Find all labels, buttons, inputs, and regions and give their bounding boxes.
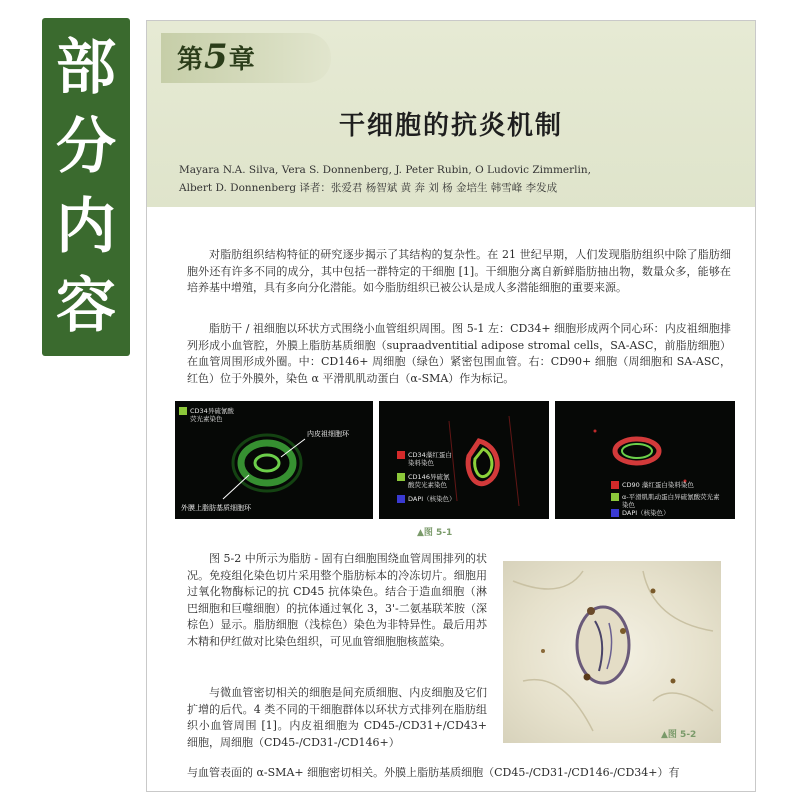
figure-5-2 <box>503 561 721 743</box>
legend-item <box>397 495 468 503</box>
legend-item <box>611 493 722 509</box>
chapter-title: 干细胞的抗炎机制 <box>338 111 563 141</box>
legend-swatch <box>611 493 619 501</box>
badge-char: 内 <box>56 191 116 262</box>
chapter-number: 5 <box>204 37 229 77</box>
legend-swatch <box>179 407 187 415</box>
legend-label: DAPI（核染色） <box>408 495 456 503</box>
authors-line: Mayara N.A. Silva, Vera S. Donnenberg, J. Peter Rubin, O Ludovic Zimmerlin, <box>179 164 591 176</box>
authors <box>179 161 731 197</box>
paragraph-2: 脂肪干 / 祖细胞以环状方式围绕小血管组织周围。图 5-1 左：CD34+ 细胞形成两个同心环：内皮祖细胞排列形成小血管腔，外膜上脂肪基质细胞（supraadventitial adipose stromal cells，SA-ASC，前脂肪细胞）在血管周围形成外圈。中：CD146+ 周细胞（绿色）紧密包围血管。右：CD90+ 细胞（周细胞和 SA-ASC，红色）位于外膜外，染色 α 平滑肌肌动蛋白（α-SMA）作为标记。 <box>187 322 731 385</box>
legend-swatch <box>397 495 405 503</box>
chapter-suffix: 章 <box>228 45 256 75</box>
legend-item <box>611 509 722 517</box>
figure-5-1 <box>175 401 735 519</box>
paragraph-4: 与微血管密切相关的细胞是间充质细胞、内皮细胞及它们扩增的后代。4 类不同的干细胞群体以环状方式排列在脂肪组织小血管周围 [1]。内皮祖细胞为 CD45-/CD31+/CD43+ 细胞，周细胞（CD45-/CD31-/CD146+） <box>187 686 487 749</box>
legend-swatch <box>611 481 619 489</box>
legend-label: DAPI（核染色） <box>622 509 670 517</box>
legend-swatch <box>611 509 619 517</box>
figure-5-2-caption: ▲图 5-2 <box>661 730 697 740</box>
paragraph-1: 对脂肪组织结构特征的研究逐步揭示了其结构的复杂性。在 21 世纪早期，人们发现脂肪组织中除了脂肪细胞外还有许多不同的成分，其中包括一群特定的干细胞 [1]。干细胞分离自新鲜脂肪抽出物，数量众多，能够在培养基中增殖，具有多向分化潜能。如今脂肪组织已被公认是成人多潜能细胞的重要来源。 <box>187 248 731 294</box>
badge-char: 分 <box>56 112 116 183</box>
legend-swatch <box>397 451 405 459</box>
legend-item <box>179 407 240 423</box>
legend-item <box>397 451 454 467</box>
badge-char: 部 <box>56 32 116 103</box>
legend-item <box>397 473 454 489</box>
paragraph-3: 图 5-2 中所示为脂肪 - 固有白细胞围绕血管周围排列的状况。免疫组化染色切片采用整个脂肪标本的冷冻切片。细胞用过氧化物酶标记的抗 CD45 抗体染色。结合于造血细胞（淋巴细胞和巨噬细胞）的抗体通过氧化 3，3'-二氨基联苯胺（深棕色）显示。脂肪细胞（浅棕色）染色为非特异性。最后用苏木精和伊红做对比染色组织，可见血管细胞胞核蓝染。 <box>187 552 487 648</box>
legend-label: CD90 藻红蛋白染料染色 <box>622 481 694 489</box>
paragraph-5: 与血管表面的 α-SMA+ 细胞密切相关。外膜上脂肪基质细胞（CD45-/CD31-/CD146-/CD34+）有 <box>187 766 680 779</box>
section-badge <box>42 18 130 356</box>
book-page <box>146 20 756 792</box>
histology-image <box>503 561 721 743</box>
micrograph-middle <box>379 401 549 519</box>
badge-char: 容 <box>56 271 116 342</box>
authors-line: Albert D. Donnenberg 译者：张爱君 杨智斌 黄 奔 刘 杨 金培生 韩雪峰 李发成 <box>179 182 558 194</box>
legend-item <box>611 481 722 489</box>
legend-label: α-平滑肌肌动蛋白异硫氰酸荧光素染色 <box>622 493 720 509</box>
label-outer-ring: 外膜上脂肪基质细胞环 <box>181 504 251 512</box>
label-inner-ring: 内皮祖细胞环 <box>307 430 349 438</box>
micrograph-left <box>175 401 373 519</box>
legend-label: CD34异硫氰酸荧光素染色 <box>190 407 234 423</box>
chapter-prefix: 第 <box>177 45 205 75</box>
legend-swatch <box>397 473 405 481</box>
figure-5-1-caption: ▲图 5-1 <box>417 528 453 538</box>
chapter-header <box>147 21 755 207</box>
legend-label: CD146异硫氰酸荧光素染色 <box>408 473 450 489</box>
chapter-label <box>177 37 256 77</box>
legend-label: CD34藻红蛋白染料染色 <box>408 451 452 467</box>
micrograph-right <box>555 401 735 519</box>
